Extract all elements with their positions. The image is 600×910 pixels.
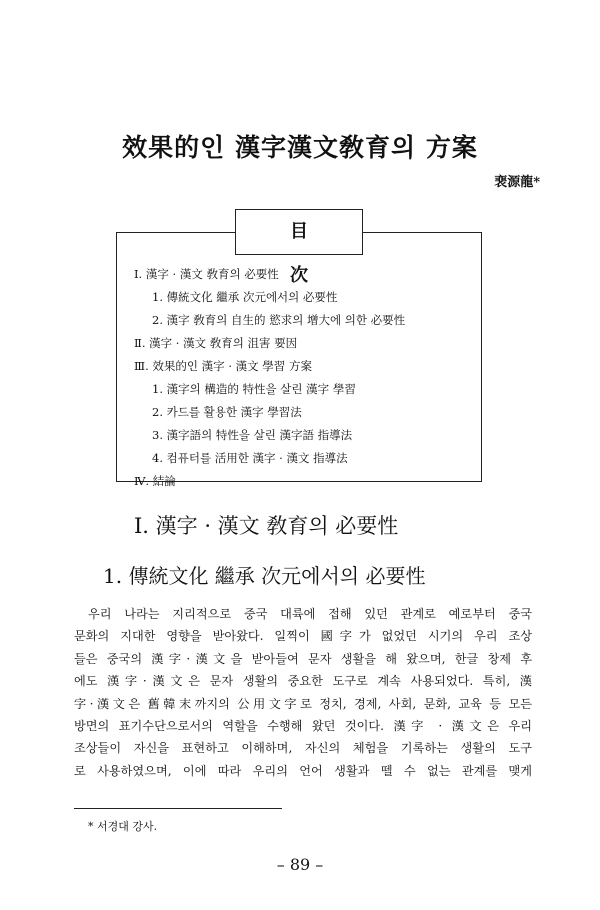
- body-line: 방면의 표기수단으로서의 역할을 수행해 왔던 것이다. 漢字 · 漢文은 우리: [74, 718, 532, 733]
- body-paragraph: [74, 603, 532, 782]
- body-line: 문화의 지대한 영향을 받아왔다. 일찍이 國字가 없었던 시기의 우리 조상: [74, 629, 532, 644]
- body-line: 우리 나라는 지리적으로 중국 대륙에 접해 있던 관계로 예로부터 중국: [88, 607, 532, 621]
- toc-list: [134, 263, 474, 493]
- body-line: 조상들이 자신을 표현하고 이해하며, 자신의 체험을 기록하는 생활의 도구: [74, 741, 532, 756]
- toc-item: Ⅲ. 效果的인 漢字 · 漢文 學習 方案: [134, 359, 312, 373]
- toc-item: Ⅱ. 漢字 · 漢文 敎育의 沮害 要因: [134, 336, 298, 350]
- section-heading: Ⅰ. 漢字 · 漢文 敎育의 必要性: [134, 514, 399, 538]
- body-line: 字·漢文은 舊韓末까지의 公用文字로 정치, 경제, 사회, 문화, 교육 등 모든: [74, 696, 532, 711]
- toc-item: Ⅰ. 漢字 · 漢文 敎育의 必要性: [134, 267, 279, 281]
- toc-item: 1. 傳統文化 繼承 次元에서의 必要性: [152, 290, 338, 304]
- footnote-divider: [74, 808, 282, 809]
- body-line: 들은 중국의 漢字·漢文을 받아들여 문자 생활을 해 왔으며, 한글 창제 후: [74, 651, 532, 666]
- toc-item: Ⅳ. 結論: [134, 474, 176, 488]
- paper-title: 效果的인 漢字漢文敎育의 方案: [122, 133, 478, 162]
- toc-item: 2. 漢字 敎育의 自生的 慾求의 增大에 의한 必要性: [152, 313, 406, 327]
- page-number: – 89 –: [276, 855, 324, 874]
- toc-item: 3. 漢字語의 特性을 살린 漢字語 指導法: [152, 428, 353, 442]
- toc-item: 4. 컴퓨터를 活用한 漢字 · 漢文 指導法: [152, 451, 348, 465]
- toc-item: 1. 漢字의 構造的 特性을 살린 漢字 學習: [152, 382, 356, 396]
- toc-item: 2. 카드를 활용한 漢字 學習法: [152, 405, 302, 419]
- footnote: * 서경대 강사.: [88, 820, 158, 833]
- author-name: 裵源龍*: [494, 175, 540, 190]
- subsection-heading: 1. 傳統文化 繼承 次元에서의 必要性: [103, 564, 426, 588]
- body-line: 에도 漢字·漢文은 문자 생활의 중요한 도구로 계속 사용되었다. 특히, 漢: [74, 674, 532, 689]
- body-line: 로 사용하였으며, 이에 따라 우리의 언어 생활과 뗄 수 없는 관계를 맺게: [74, 763, 532, 778]
- toc-heading: 目 次: [235, 209, 363, 255]
